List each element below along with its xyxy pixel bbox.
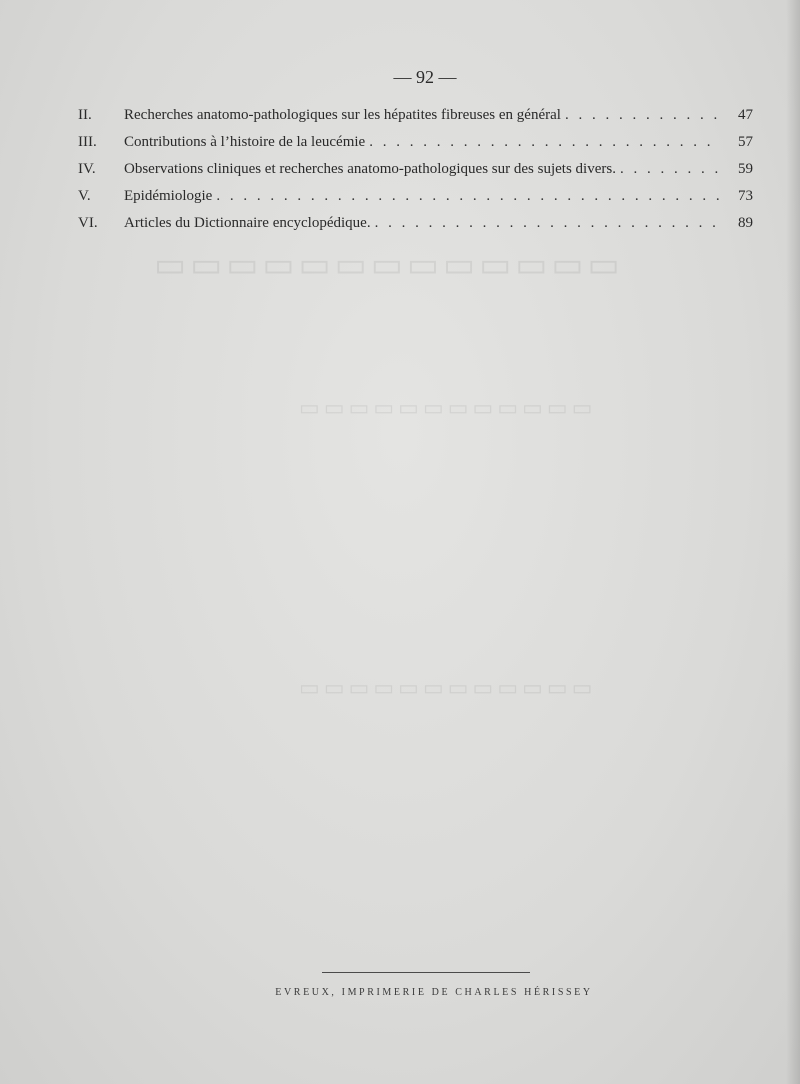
toc-entry-page: 57	[738, 134, 753, 150]
toc-leader-dots	[561, 102, 719, 129]
toc-entry	[78, 210, 753, 237]
toc-entry	[78, 183, 753, 210]
toc-entry-number: V.	[78, 188, 91, 204]
toc-entry-page: 73	[738, 188, 753, 204]
toc-entry-number: VI.	[78, 215, 98, 231]
toc-leader-dots	[371, 210, 719, 237]
toc-entry-title: Contributions à l’histoire de la leucémie	[124, 134, 366, 150]
toc-entry	[78, 129, 753, 156]
toc-entry-number: III.	[78, 134, 97, 150]
printer-imprint: EVREUX, IMPRIMERIE DE CHARLES HÉRISSEY	[275, 987, 593, 998]
footer-rule	[322, 972, 530, 973]
page-edge-shadow	[786, 0, 800, 1084]
toc-entry-title: Observations cliniques et recherches anatomo-pathologiques sur des sujets divers.	[124, 161, 616, 177]
toc-leader-dots	[365, 129, 719, 156]
toc-entry-page: 47	[738, 107, 753, 123]
toc-entry-title: Recherches anatomo-pathologiques sur les hépatites fibreuses en général	[124, 107, 561, 123]
toc-entry-title: Epidémiologie	[124, 188, 213, 204]
toc-entry-page: 59	[738, 161, 753, 177]
toc-entry	[78, 102, 753, 129]
toc-entry	[78, 156, 753, 183]
show-through-bleed: ▭▭▭▭▭▭▭▭▭▭▭▭	[295, 675, 593, 700]
show-through-bleed: ▭▭▭▭▭▭▭▭▭▭▭▭	[295, 395, 593, 420]
toc-leader-dots	[212, 183, 719, 210]
toc-entry-title: Articles du Dictionnaire encyclopédique.	[124, 215, 371, 231]
table-of-contents	[78, 102, 753, 237]
toc-leader-dots	[616, 156, 719, 183]
toc-entry-page: 89	[738, 215, 753, 231]
show-through-bleed: ▭▭▭▭▭▭▭▭▭▭▭▭▭	[150, 247, 620, 284]
toc-entry-number: II.	[78, 107, 92, 123]
toc-entry-number: IV.	[78, 161, 96, 177]
page-number: — 92 —	[393, 67, 457, 87]
